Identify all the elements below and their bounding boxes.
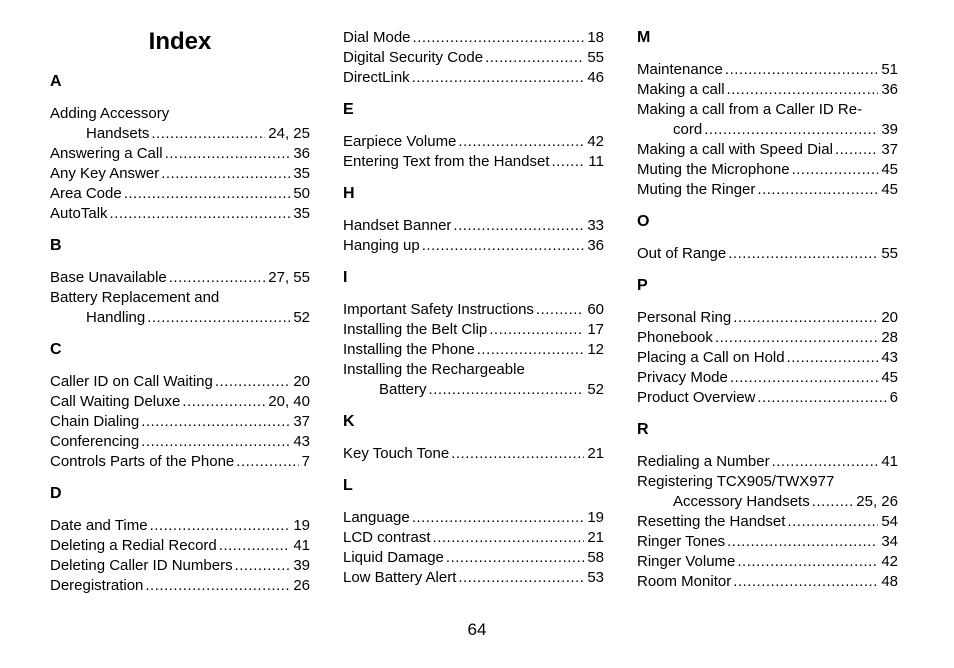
entry-line [343, 68, 604, 88]
entry-line [637, 532, 898, 552]
entry-line [343, 320, 604, 340]
section-letter: M [637, 29, 651, 46]
entry-term: Base Unavailable [50, 269, 167, 286]
dot-leader [413, 28, 585, 48]
entry-term: Installing the Phone [343, 341, 475, 358]
entry-pages: 35 [293, 205, 310, 222]
dot-leader [145, 576, 290, 596]
section-letter: H [343, 185, 355, 202]
index-section [50, 340, 310, 472]
dot-leader [124, 184, 291, 204]
entry-term: LCD contrast [343, 529, 431, 546]
entry-term: Phonebook [637, 329, 713, 346]
index-section [343, 412, 604, 464]
entry-term: Date and Time [50, 517, 148, 534]
section-letter: R [637, 421, 649, 438]
entry-pages: 39 [293, 557, 310, 574]
entry-pages: 41 [881, 453, 898, 470]
entry-term: Muting the Ringer [637, 181, 756, 198]
entry-term: Hanging up [343, 237, 420, 254]
entry-term: Making a call [637, 81, 725, 98]
entry-term: Battery [379, 381, 427, 398]
entry-pages: 58 [587, 549, 604, 566]
entry-line [50, 164, 310, 184]
entry-term: Redialing a Number [637, 453, 770, 470]
index-entry [50, 104, 310, 144]
entry-line [343, 300, 604, 320]
entry-pages: 39 [881, 121, 898, 138]
entry-line [50, 308, 310, 328]
index-entry [50, 288, 310, 328]
dot-leader [489, 320, 584, 340]
dot-leader [727, 532, 878, 552]
entry-line [637, 472, 898, 492]
entry-line [637, 328, 898, 348]
index-entry [343, 508, 604, 528]
index-entry [637, 388, 898, 408]
index-entry [637, 160, 898, 180]
index-entry [343, 340, 604, 360]
index-entry [343, 28, 604, 48]
entry-line [50, 144, 310, 164]
entry-term: Maintenance [637, 61, 723, 78]
entry-line [637, 244, 898, 264]
entry-term: Dial Mode [343, 29, 411, 46]
entry-line [637, 348, 898, 368]
entry-term: Room Monitor [637, 573, 732, 590]
entry-line [343, 340, 604, 360]
entry-pages: 43 [881, 349, 898, 366]
entry-pages: 28 [881, 329, 898, 346]
entry-term: Caller ID on Call Waiting [50, 373, 213, 390]
dot-leader [422, 236, 585, 256]
entry-pages: 45 [881, 161, 898, 178]
entry-term: Key Touch Tone [343, 445, 450, 462]
dot-leader [812, 492, 854, 512]
index-entry [343, 236, 604, 256]
section-letter: I [343, 269, 348, 286]
entry-pages: 55 [881, 245, 898, 262]
index-entry [50, 268, 310, 288]
entry-line [343, 444, 604, 464]
dot-leader [485, 48, 584, 68]
index-entry [50, 204, 310, 224]
entry-line [343, 360, 604, 380]
entry-term: Product Overview [637, 389, 756, 406]
index-entry [637, 100, 898, 140]
entry-line [637, 308, 898, 328]
entry-line [343, 132, 604, 152]
index-entry [637, 244, 898, 264]
index-entry [50, 432, 310, 452]
dot-leader [451, 444, 584, 464]
entry-pages: 17 [587, 321, 604, 338]
entry-term: Important Safety Instructions [343, 301, 534, 318]
index-entry [637, 328, 898, 348]
entry-line [637, 552, 898, 572]
entry-term: Earpiece Volume [343, 133, 457, 150]
entry-pages: 36 [293, 145, 310, 162]
dot-leader [429, 380, 585, 400]
index-entry [50, 412, 310, 432]
entry-term: Resetting the Handset [637, 513, 786, 530]
entry-line [343, 528, 604, 548]
entry-pages: 37 [881, 141, 898, 158]
section-letter: D [50, 485, 62, 502]
entry-pages: 45 [881, 181, 898, 198]
entry-term: Liquid Damage [343, 549, 444, 566]
index-entry [50, 392, 310, 412]
entry-term: Placing a Call on Hold [637, 349, 785, 366]
dot-leader [412, 68, 585, 88]
entry-term: Chain Dialing [50, 413, 140, 430]
dot-leader [110, 204, 291, 224]
section-letter: K [343, 413, 355, 430]
entry-pages: 20 [881, 309, 898, 326]
entry-line [50, 452, 310, 472]
index-entry [637, 552, 898, 572]
entry-pages: 41 [293, 537, 310, 554]
dot-leader [792, 160, 879, 180]
entry-term: Installing the Rechargeable [343, 361, 525, 378]
dot-leader [219, 536, 291, 556]
entry-line [50, 124, 310, 144]
dot-leader [147, 308, 290, 328]
index-entry [343, 68, 604, 88]
dot-leader [141, 412, 290, 432]
entry-pages: 50 [293, 185, 310, 202]
entry-line [50, 536, 310, 556]
entry-term: Handset Banner [343, 217, 452, 234]
entry-term: Ringer Tones [637, 533, 726, 550]
entry-term: Battery Replacement and [50, 289, 220, 306]
entry-term: Language [343, 509, 410, 526]
dot-leader [182, 392, 265, 412]
index-section [637, 276, 898, 408]
entry-term: Answering a Call [50, 145, 163, 162]
entry-line [50, 184, 310, 204]
entry-pages: 51 [881, 61, 898, 78]
entry-line [50, 432, 310, 452]
entry-term: DirectLink [343, 69, 410, 86]
entry-pages: 46 [587, 69, 604, 86]
section-letter: O [637, 213, 650, 230]
entry-line [637, 388, 898, 408]
index-entry [637, 452, 898, 472]
entry-line [50, 288, 310, 308]
index-entry [637, 180, 898, 200]
index-entry [637, 140, 898, 160]
entry-pages: 33 [587, 217, 604, 234]
dot-leader [141, 432, 290, 452]
dot-leader [458, 568, 584, 588]
index-section [637, 212, 898, 264]
page-number: 64 [467, 620, 487, 639]
entry-term: cord [673, 121, 703, 138]
dot-leader [727, 80, 879, 100]
entry-term: Accessory Handsets [673, 493, 810, 510]
entry-line [637, 492, 898, 512]
entry-term: Handling [86, 309, 146, 326]
index-section [637, 28, 898, 200]
dot-leader [536, 300, 584, 320]
entry-pages: 36 [881, 81, 898, 98]
entry-term: Adding Accessory [50, 105, 170, 122]
dot-leader [453, 216, 584, 236]
entry-pages: 48 [881, 573, 898, 590]
index-column-2 [343, 28, 604, 600]
dot-leader [165, 144, 291, 164]
dot-leader [446, 548, 584, 568]
dot-leader [477, 340, 585, 360]
entry-term: Handsets [86, 125, 150, 142]
index-entry [50, 452, 310, 472]
entry-term: Installing the Belt Clip [343, 321, 488, 338]
entry-line [637, 100, 898, 120]
entry-line [637, 180, 898, 200]
index-section [343, 476, 604, 588]
entry-pages: 21 [587, 445, 604, 462]
entry-pages: 24, 25 [268, 125, 310, 142]
entry-line [50, 576, 310, 596]
entry-pages: 52 [587, 381, 604, 398]
index-entry [50, 536, 310, 556]
section-letter: E [343, 101, 354, 118]
dot-leader [733, 308, 878, 328]
dot-leader [215, 372, 290, 392]
entry-line [50, 412, 310, 432]
index-column-1 [50, 28, 310, 608]
index-entry [343, 48, 604, 68]
entry-pages: 35 [293, 165, 310, 182]
index-entry [637, 572, 898, 592]
entry-pages: 53 [587, 569, 604, 586]
index-section [50, 72, 310, 224]
index-entry [343, 152, 604, 172]
entry-term: Deleting a Redial Record [50, 537, 217, 554]
index-title: Index [148, 28, 212, 55]
entry-pages: 42 [587, 133, 604, 150]
index-entry [50, 164, 310, 184]
dot-leader [161, 164, 290, 184]
entry-term: Making a call with Speed Dial [637, 141, 833, 158]
index-entry [637, 348, 898, 368]
dot-leader [787, 512, 878, 532]
entry-term: Deregistration [50, 577, 144, 594]
entry-line [50, 516, 310, 536]
entry-line [343, 48, 604, 68]
index-section [343, 28, 604, 88]
entry-line [637, 60, 898, 80]
index-entry [343, 132, 604, 152]
index-entry [343, 300, 604, 320]
entry-term: Out of Range [637, 245, 727, 262]
entry-term: Low Battery Alert [343, 569, 457, 586]
entry-term: Any Key Answer [50, 165, 160, 182]
index-entry [50, 516, 310, 536]
entry-term: Privacy Mode [637, 369, 728, 386]
entry-term: Entering Text from the Handset [343, 153, 550, 170]
entry-line [637, 572, 898, 592]
entry-line [343, 28, 604, 48]
index-entry [637, 472, 898, 512]
dot-leader [169, 268, 266, 288]
entry-term: Ringer Volume [637, 553, 736, 570]
dot-leader [458, 132, 584, 152]
index-entry [343, 444, 604, 464]
index-entry [637, 512, 898, 532]
index-section [343, 184, 604, 256]
dot-leader [236, 452, 298, 472]
dot-leader [757, 180, 878, 200]
entry-line [50, 104, 310, 124]
entry-pages: 26 [293, 577, 310, 594]
entry-pages: 20 [293, 373, 310, 390]
index-entry [343, 360, 604, 400]
entry-pages: 52 [293, 309, 310, 326]
index-entry [343, 216, 604, 236]
entry-line [343, 568, 604, 588]
index-entry [637, 532, 898, 552]
section-letter: C [50, 341, 62, 358]
index-entry [637, 308, 898, 328]
entry-line [50, 556, 310, 576]
entry-pages: 54 [881, 513, 898, 530]
dot-leader [728, 244, 878, 264]
entry-line [637, 80, 898, 100]
index-entry [637, 60, 898, 80]
entry-pages: 55 [587, 49, 604, 66]
dot-leader [737, 552, 878, 572]
entry-term: Registering TCX905/TWX977 [637, 473, 835, 490]
entry-pages: 11 [588, 153, 604, 170]
entry-line [343, 380, 604, 400]
entry-term: Deleting Caller ID Numbers [50, 557, 233, 574]
entry-term: Area Code [50, 185, 122, 202]
entry-pages: 19 [293, 517, 310, 534]
index-section [50, 236, 310, 328]
index-section [343, 100, 604, 172]
entry-pages: 12 [587, 341, 604, 358]
entry-line [343, 216, 604, 236]
entry-pages: 18 [587, 29, 604, 46]
index-entry [637, 80, 898, 100]
index-entry [343, 320, 604, 340]
entry-pages: 6 [889, 389, 898, 406]
dot-leader [725, 60, 878, 80]
index-section [50, 484, 310, 596]
entry-pages: 42 [881, 553, 898, 570]
index-entry [50, 372, 310, 392]
entry-line [343, 236, 604, 256]
entry-pages: 19 [587, 509, 604, 526]
entry-pages: 36 [587, 237, 604, 254]
entry-line [637, 368, 898, 388]
dot-leader [730, 368, 878, 388]
dot-leader [733, 572, 878, 592]
section-letter: A [50, 73, 62, 90]
entry-term: Muting the Microphone [637, 161, 790, 178]
entry-pages: 27, 55 [268, 269, 310, 286]
entry-line [50, 392, 310, 412]
entry-term: Making a call from a Caller ID Re- [637, 101, 863, 118]
entry-pages: 45 [881, 369, 898, 386]
entry-term: Controls Parts of the Phone [50, 453, 235, 470]
entry-term: Conferencing [50, 433, 140, 450]
index-entry [343, 568, 604, 588]
dot-leader [704, 120, 878, 140]
dot-leader [150, 516, 291, 536]
entry-term: AutoTalk [50, 205, 108, 222]
entry-line [50, 268, 310, 288]
entry-line [637, 140, 898, 160]
dot-leader [433, 528, 585, 548]
dot-leader [787, 348, 879, 368]
entry-line [637, 452, 898, 472]
section-letter: L [343, 477, 353, 494]
entry-term: Personal Ring [637, 309, 732, 326]
entry-line [343, 152, 604, 172]
entry-pages: 25, 26 [856, 493, 898, 510]
index-entry [50, 556, 310, 576]
dot-leader [552, 152, 586, 172]
index-entry [637, 368, 898, 388]
entry-pages: 60 [587, 301, 604, 318]
index-section [637, 420, 898, 592]
entry-line [50, 372, 310, 392]
dot-leader [772, 452, 879, 472]
entry-pages: 37 [293, 413, 310, 430]
entry-pages: 43 [293, 433, 310, 450]
dot-leader [412, 508, 585, 528]
index-entry [50, 576, 310, 596]
entry-line [343, 548, 604, 568]
entry-term: Digital Security Code [343, 49, 484, 66]
index-entry [50, 184, 310, 204]
index-entry [343, 528, 604, 548]
entry-line [50, 204, 310, 224]
entry-pages: 20, 40 [268, 393, 310, 410]
entry-pages: 21 [587, 529, 604, 546]
entry-line [637, 160, 898, 180]
entry-pages: 34 [881, 533, 898, 550]
index-section [343, 268, 604, 400]
entry-line [637, 120, 898, 140]
entry-line [637, 512, 898, 532]
entry-pages: 7 [301, 453, 310, 470]
section-letter: P [637, 277, 648, 294]
index-entry [343, 548, 604, 568]
dot-leader [757, 388, 886, 408]
section-letter: B [50, 237, 62, 254]
dot-leader [235, 556, 291, 576]
index-entry [50, 144, 310, 164]
index-column-3 [637, 28, 898, 604]
dot-leader [835, 140, 878, 160]
dot-leader [151, 124, 265, 144]
entry-line [343, 508, 604, 528]
dot-leader [715, 328, 878, 348]
entry-term: Call Waiting Deluxe [50, 393, 181, 410]
